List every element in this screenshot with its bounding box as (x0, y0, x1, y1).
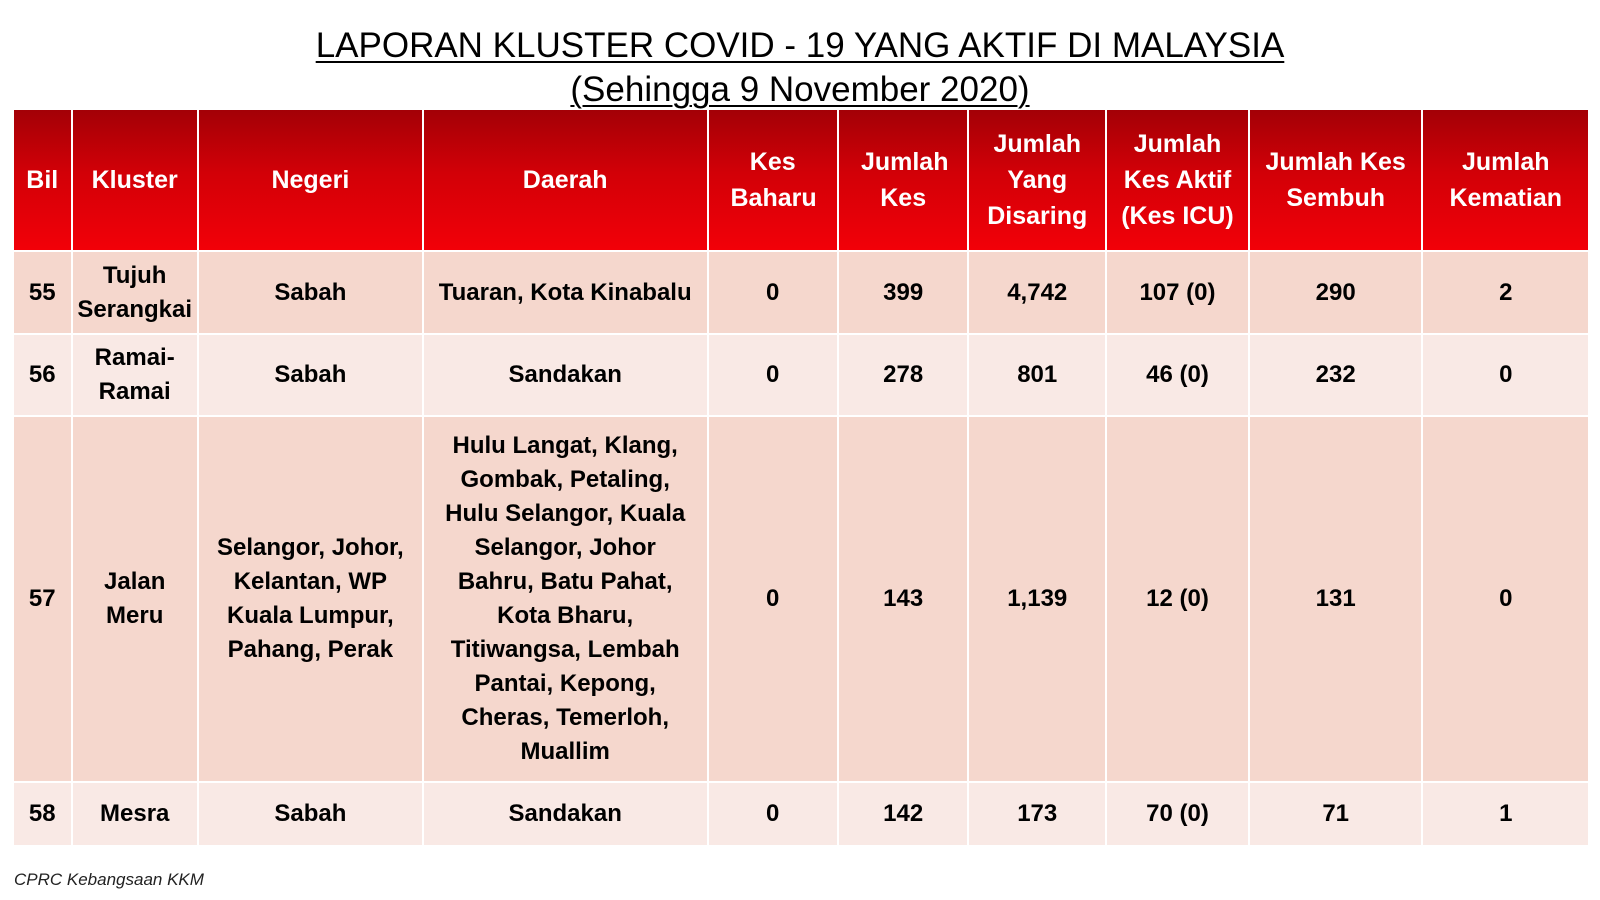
cluster-table (12, 108, 1590, 847)
cell-jumlah-kematian: 1 (1423, 783, 1588, 845)
cell-daerah: Hulu Langat, Klang, Gombak, Petaling, Hulu Selangor, Kuala Selangor, Johor Bahru, Batu Pahat, Kota Bharu, Titiwangsa, Lembah Pantai, Kepong, Cheras, Temerloh, Muallim (424, 417, 707, 781)
report-title-date (0, 68, 1600, 112)
table-header-row (14, 110, 1588, 250)
report-title-date-text: (Sehingga 9 November 2020) (570, 70, 1030, 109)
cell-jumlah-kes: 143 (839, 417, 967, 781)
cell-jumlah-disaring: 173 (969, 783, 1105, 845)
header-jumlah-disaring: Jumlah Yang Disaring (969, 110, 1105, 250)
cell-jumlah-kes-aktif: 70 (0) (1107, 783, 1248, 845)
cell-jumlah-kes: 399 (839, 252, 967, 333)
cell-jumlah-kematian: 2 (1423, 252, 1588, 333)
cell-jumlah-kes-aktif: 107 (0) (1107, 252, 1248, 333)
cell-negeri: Sabah (199, 783, 422, 845)
cell-jumlah-kes: 142 (839, 783, 967, 845)
header-jumlah-kes-sembuh: Jumlah Kes Sembuh (1250, 110, 1422, 250)
header-kluster: Kluster (73, 110, 197, 250)
cell-kluster: Tujuh Serangkai (73, 252, 197, 333)
cell-bil: 57 (14, 417, 71, 781)
table-row (14, 335, 1588, 415)
header-jumlah-kes: Jumlah Kes (839, 110, 967, 250)
header-jumlah-kes-aktif: Jumlah Kes Aktif (Kes ICU) (1107, 110, 1248, 250)
cell-bil: 55 (14, 252, 71, 333)
cell-kes-baharu: 0 (709, 417, 837, 781)
header-negeri: Negeri (199, 110, 422, 250)
cell-jumlah-disaring: 1,139 (969, 417, 1105, 781)
report-title-main (0, 24, 1600, 68)
source-credit: CPRC Kebangsaan KKM (14, 870, 204, 889)
cell-kes-baharu: 0 (709, 783, 837, 845)
cell-negeri: Sabah (199, 252, 422, 333)
header-jumlah-kematian: Jumlah Kematian (1423, 110, 1588, 250)
cell-bil: 58 (14, 783, 71, 845)
cell-jumlah-kematian: 0 (1423, 335, 1588, 415)
table-row (14, 417, 1588, 781)
table-row (14, 783, 1588, 845)
report-title (0, 24, 1600, 112)
cell-kluster: Ramai-Ramai (73, 335, 197, 415)
cell-jumlah-disaring: 801 (969, 335, 1105, 415)
header-bil: Bil (14, 110, 71, 250)
cell-jumlah-disaring: 4,742 (969, 252, 1105, 333)
cell-jumlah-kes-aktif: 12 (0) (1107, 417, 1248, 781)
cell-bil: 56 (14, 335, 71, 415)
cell-kluster: Mesra (73, 783, 197, 845)
cell-jumlah-kes-sembuh: 71 (1250, 783, 1422, 845)
table-row (14, 252, 1588, 333)
report-title-main-text: LAPORAN KLUSTER COVID - 19 YANG AKTIF DI MALAYSIA (315, 26, 1285, 65)
cell-jumlah-kes: 278 (839, 335, 967, 415)
cell-daerah: Sandakan (424, 335, 707, 415)
cell-kluster: Jalan Meru (73, 417, 197, 781)
cell-jumlah-kes-aktif: 46 (0) (1107, 335, 1248, 415)
cell-negeri: Selangor, Johor, Kelantan, WP Kuala Lumpur, Pahang, Perak (199, 417, 422, 781)
cell-jumlah-kes-sembuh: 290 (1250, 252, 1422, 333)
header-daerah: Daerah (424, 110, 707, 250)
cell-daerah: Sandakan (424, 783, 707, 845)
cell-jumlah-kematian: 0 (1423, 417, 1588, 781)
header-kes-baharu: Kes Baharu (709, 110, 837, 250)
cell-kes-baharu: 0 (709, 252, 837, 333)
cell-negeri: Sabah (199, 335, 422, 415)
cell-jumlah-kes-sembuh: 131 (1250, 417, 1422, 781)
cell-kes-baharu: 0 (709, 335, 837, 415)
cell-daerah: Tuaran, Kota Kinabalu (424, 252, 707, 333)
cell-jumlah-kes-sembuh: 232 (1250, 335, 1422, 415)
